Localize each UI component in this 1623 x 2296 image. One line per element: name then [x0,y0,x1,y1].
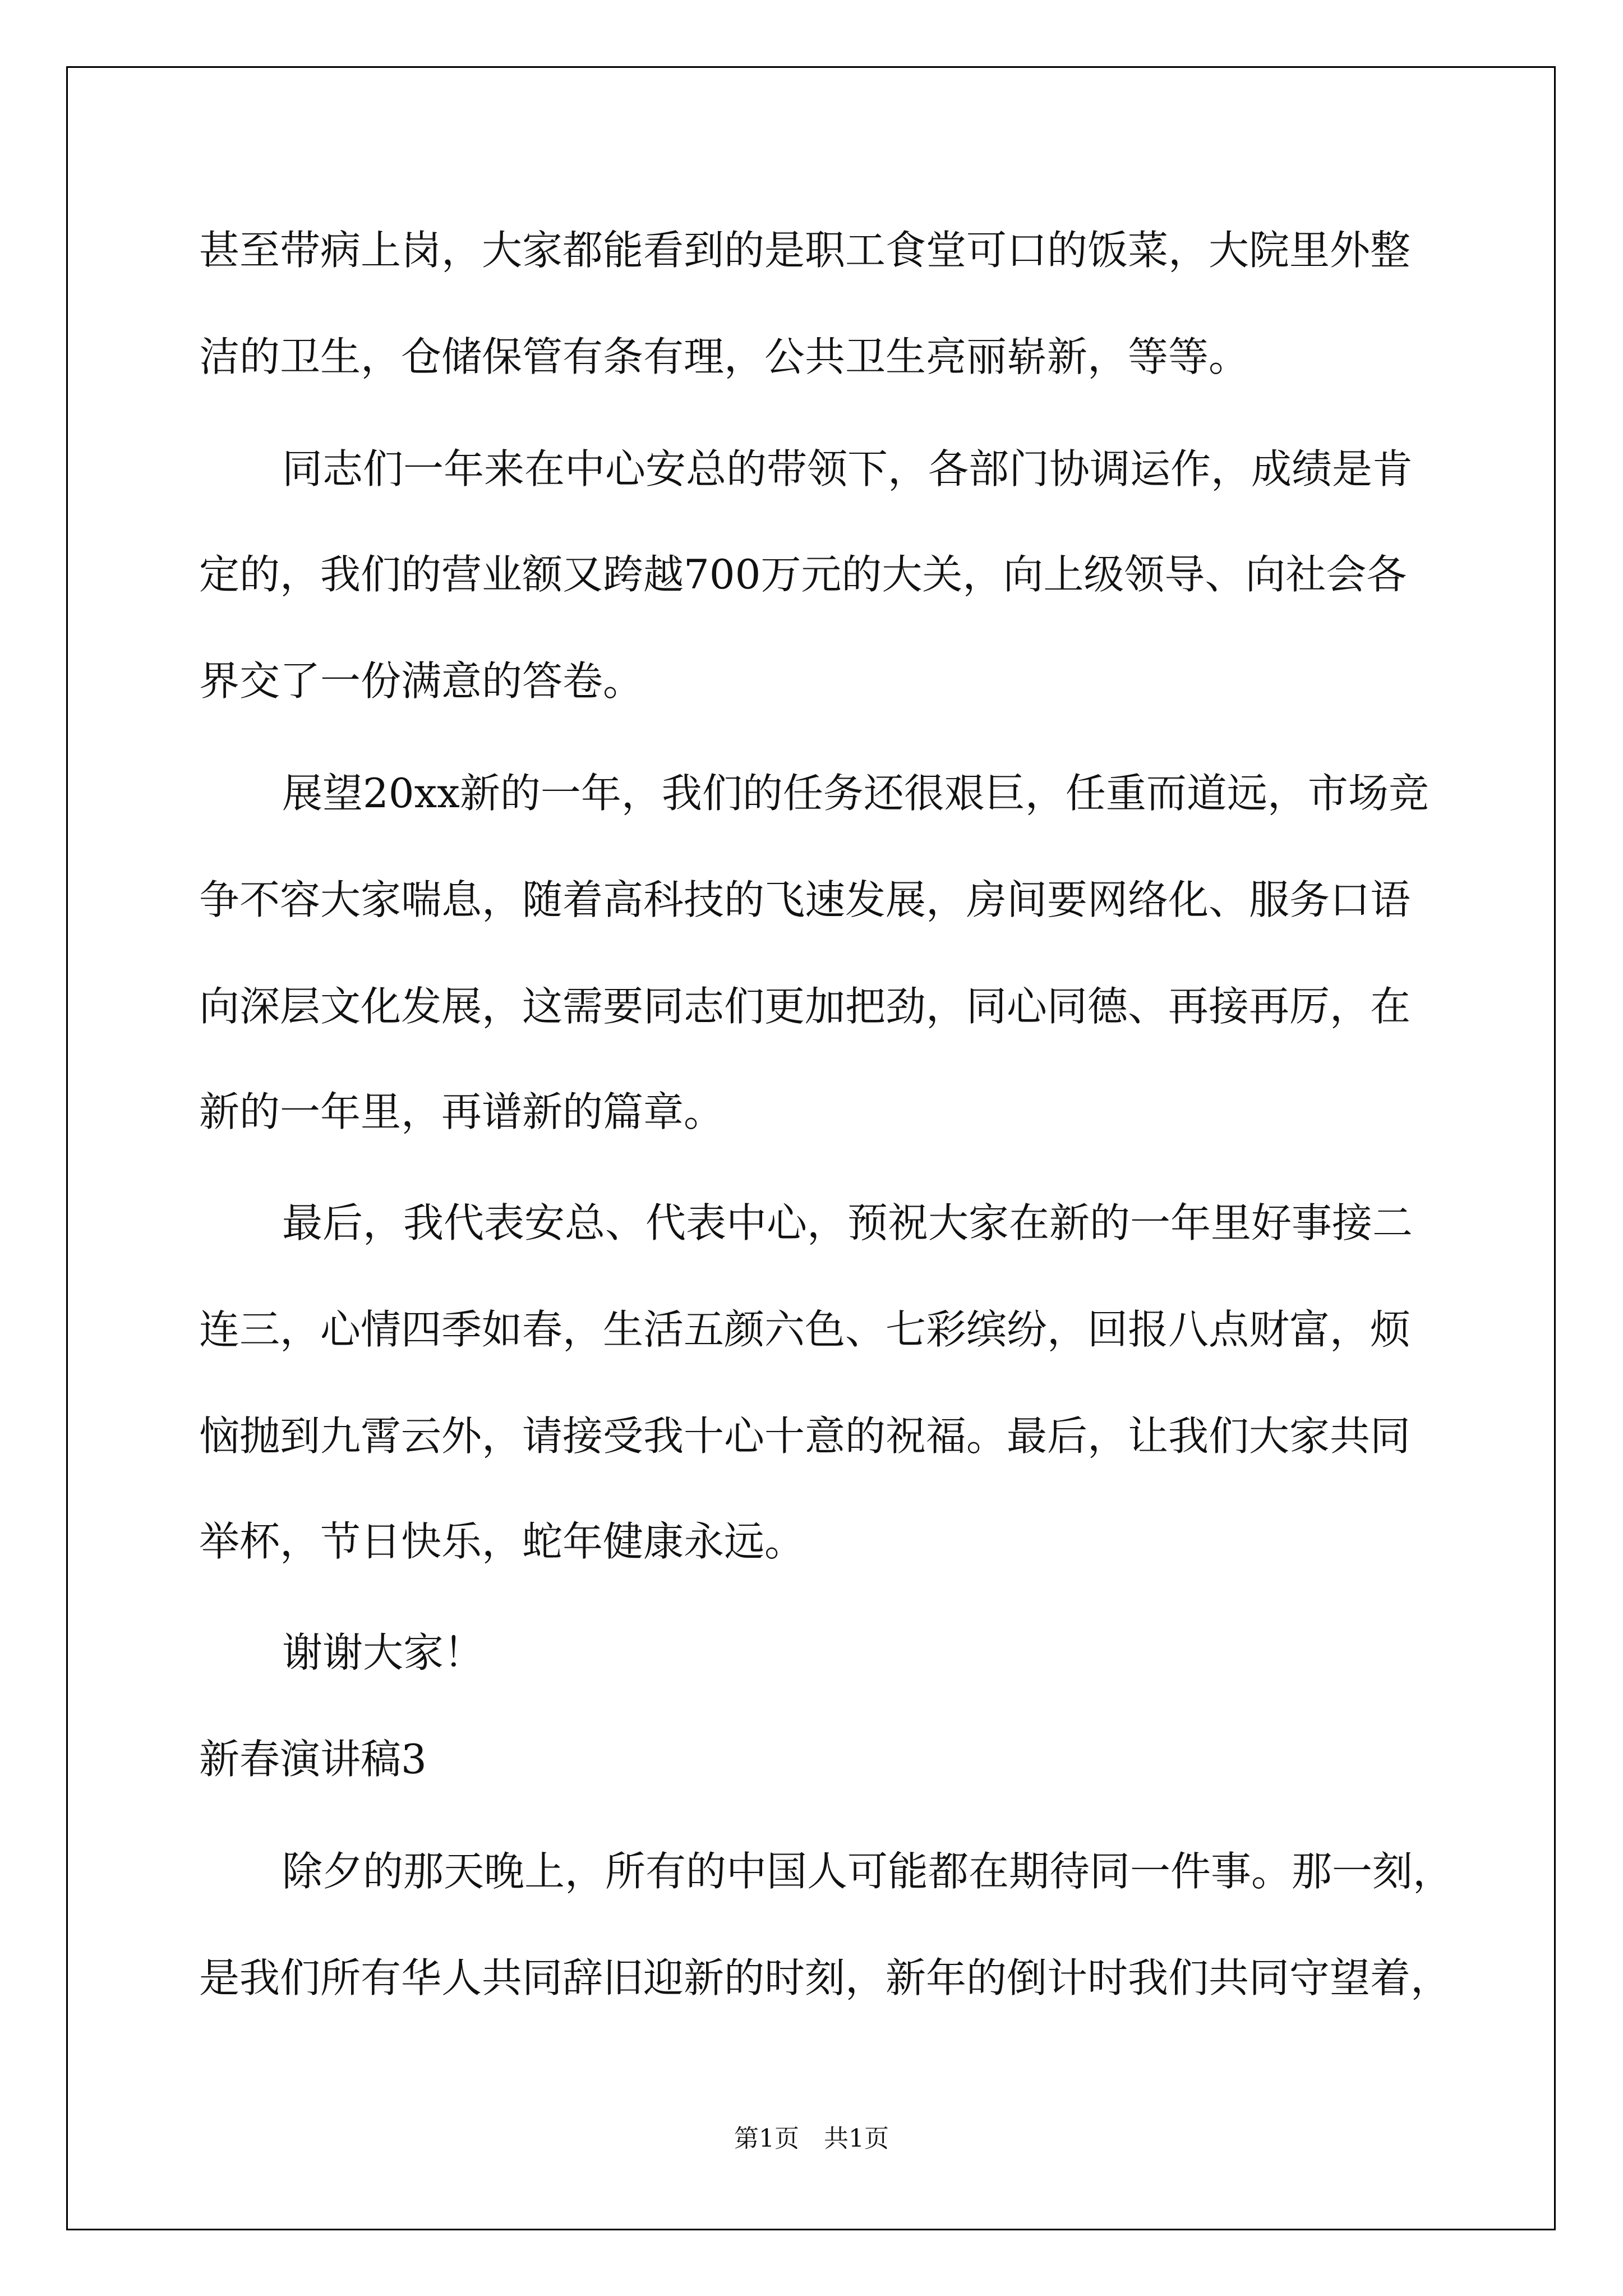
section-heading: 新春演讲稿3 [199,1736,427,1783]
paragraph-first-line: 最后，我代表安总、代表中心，预祝大家在新的一年里好事接二 [282,1199,1413,1246]
text-line: 界交了一份满意的答卷。 [199,657,644,705]
text-line: 连三，心情四季如春，生活五颜六色、七彩缤纷，回报八点财富，烦 [199,1306,1411,1353]
text-line: 洁的卫生，仓储保管有条有理，公共卫生亮丽崭新，等等。 [199,333,1249,380]
text-line: 定的，我们的营业额又跨越700万元的大关，向上级领导、向社会各 [199,551,1407,598]
text-line: 是我们所有华人共同辞旧迎新的时刻，新年的倒计时我们共同守望着， [199,1954,1451,2001]
paragraph-first-line: 展望20xx新的一年，我们的任务还很艰巨，任重而道远，市场竞 [282,770,1429,817]
text-line: 恼抛到九霄云外，请接受我十心十意的祝福。最后，让我们大家共同 [199,1412,1411,1460]
paragraph-first-line: 同志们一年来在中心安总的带领下，各部门协调运作，成绩是肯 [282,445,1413,493]
paragraph-first-line: 除夕的那天晚上，所有的中国人可能都在期待同一件事。那一刻， [282,1848,1454,1895]
text-line: 争不容大家喘息，随着高科技的飞速发展，房间要网络化、服务口语 [199,876,1411,923]
text-line: 甚至带病上岗，大家都能看到的是职工食堂可口的饭菜，大院里外整 [199,227,1411,274]
page-footer: 第1页 共1页 [734,2124,889,2153]
text-line: 向深层文化发展，这需要同志们更加把劲，同心同德、再接再厉，在 [199,983,1411,1030]
page-border [66,66,1556,2230]
paragraph-first-line: 谢谢大家！ [282,1629,485,1676]
text-line: 举杯，节日快乐，蛇年健康永远。 [199,1518,805,1565]
text-line: 新的一年里，再谱新的篇章。 [199,1088,725,1135]
